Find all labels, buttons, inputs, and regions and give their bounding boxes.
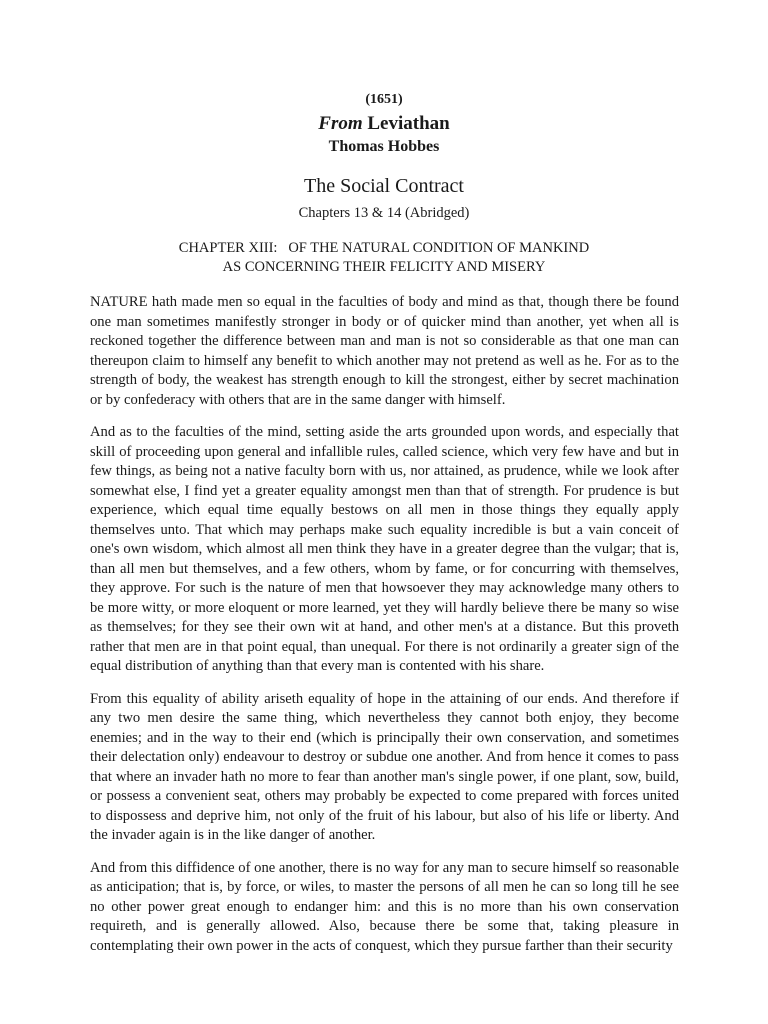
paragraph: And from this diffidence of one another, there is no way for any man to secure himself so reasonable as anticipation; that is, by force, or wiles, to master the persons of all men he can so long till he see no other power great enough to endanger him: and this is no more than his own conservation requireth, and is generally allowed. Also, because there be some that, taking pleasure in contemplating their own power in the acts of conquest, which they pursue farther than their security: [90, 859, 679, 954]
title-main: Leviathan: [367, 113, 450, 134]
chapter-heading: [0, 239, 768, 277]
paragraph: NATURE hath made men so equal in the faculties of body and mind as that, though there be found one man sometimes manifestly stronger in body or of quicker mind than another, yet when all is reckoned together the difference between man and man is not so considerable as that one man can thereupon claim to himself any benefit to which another may not pretend as well as he. For as to the strength of body, the weakest has strength enough to kill the strongest, either by secret machination or by confederacy with others that are in the same danger with himself.: [90, 294, 679, 408]
publication-year: (1651): [365, 92, 403, 107]
document-title: [0, 113, 768, 135]
paragraph: From this equality of ability ariseth equality of hope in the attaining of our ends. And therefore if any two men desire the same thing, which nevertheless they cannot both enjoy, they become enemies; and in the way to their end (which is principally their own conservation, and sometimes their delectation only) endeavour to destroy or subdue one another. And from hence it comes to pass that where an invader hath no more to fear than another man's single power, if one plant, sow, build, or possess a convenient seat, others may probably be expected to come prepared with forces united to dispossess and deprive him, not only of the fruit of his labour, but also of his life or liberty. And the invader again is in the like danger of another.: [90, 690, 679, 843]
paragraph: And as to the faculties of the mind, setting aside the arts grounded upon words, and especially that skill of proceeding upon general and infallible rules, called science, which very few have and but in few things, as being not a native faculty born with us, nor attained, as prudence, while we look after somewhat else, I find yet a greater equality amongst men than that of strength. For prudence is but experience, which equal time equally bestows on all men in those things they equally apply themselves unto. That which may perhaps make such equality incredible is but a vain conceit of one's own wisdom, which almost all men think they have in a greater degree than the vulgar; that is, than all men but themselves, and a few others, whom by fame, or for concurring with themselves, they approve. For such is the nature of men that howsoever they may acknowledge many others to be more witty, or more eloquent or more learned, yet they will hardly believe there be many so wise as themselves; for they see their own wit at hand, and other men's at a distance. But this proveth rather that men are in that point equal, than unequal. For there is not ordinarily a greater sign of the equal distribution of anything than that every man is contented with his share.: [90, 424, 679, 674]
document-subtitle: The Social Contract: [304, 175, 464, 197]
author-name: Thomas Hobbes: [328, 138, 440, 155]
title-prefix: From: [318, 113, 363, 134]
chapter-heading-line: AS CONCERNING THEIR FELICITY AND MISERY: [222, 259, 546, 275]
chapters-note: Chapters 13 & 14 (Abridged): [298, 205, 470, 221]
chapter-heading-line: CHAPTER XIII: OF THE NATURAL CONDITION OF MANKIND: [178, 240, 590, 256]
body-text: [90, 293, 679, 956]
